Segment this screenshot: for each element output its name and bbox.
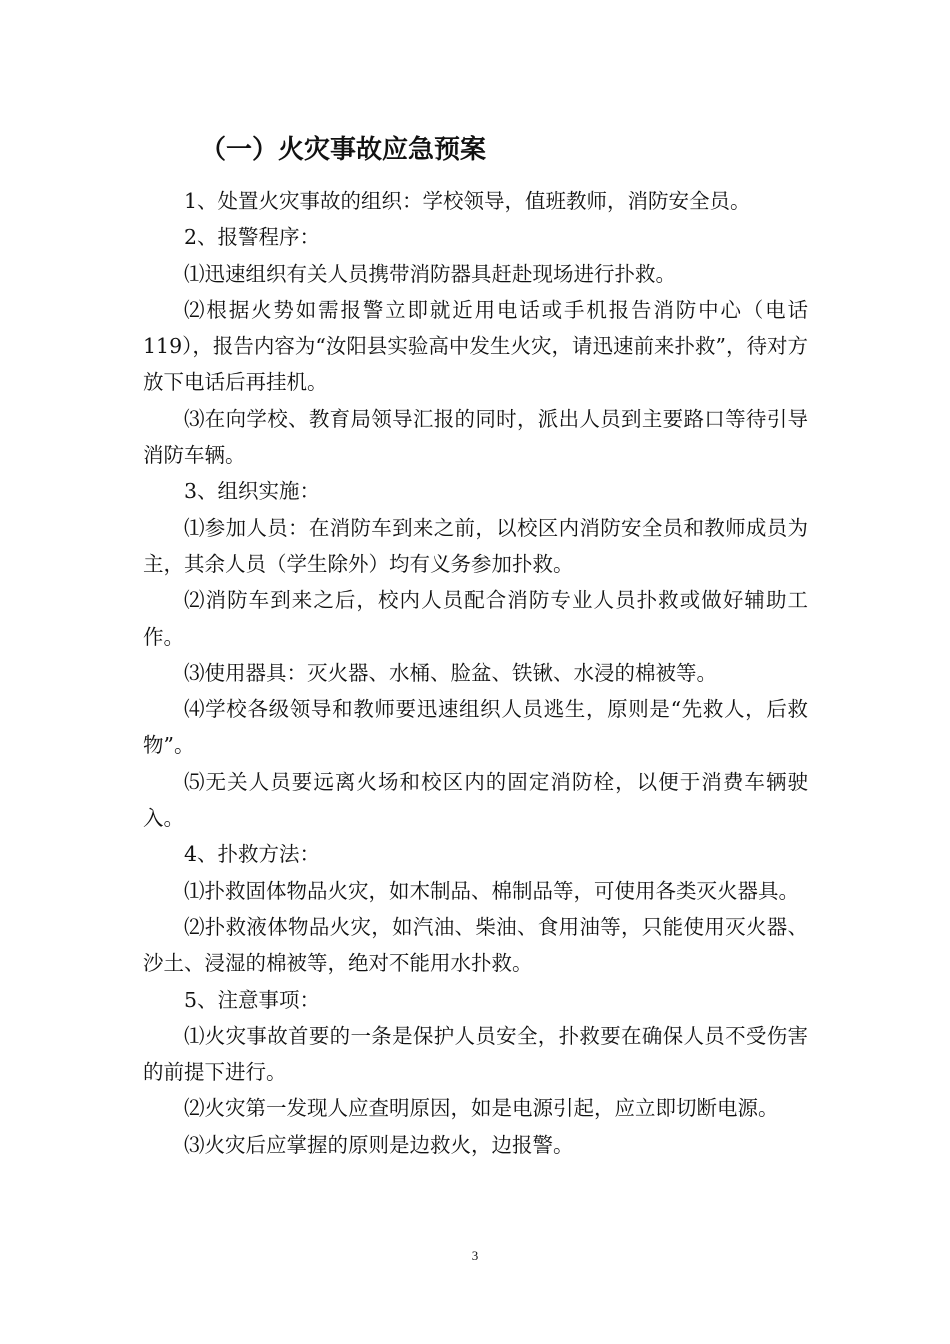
paragraph-notes-step-2: ⑵火灾第一发现人应查明原因，如是电源引起，应立即切断电源。: [184, 1096, 779, 1121]
section-title: （一）火灾事故应急预案: [200, 135, 487, 165]
page-number: 3: [471, 1248, 479, 1263]
paragraph-alarm-procedure-heading: 2、报警程序：: [184, 225, 321, 250]
paragraph-implementation-step-3: ⑶使用器具：灭火器、水桶、脸盆、铁锹、水浸的棉被等。: [184, 660, 717, 685]
paragraph-organization: 1、处置火灾事故的组织：学校领导，值班教师，消防安全员。: [184, 189, 751, 213]
paragraph-method-step-2: ⑵扑救液体物品火灾，如汽油、柴油、食用油等，只能使用灭火器、沙土、浸湿的棉被等，绝对不能用水扑救。: [143, 914, 808, 976]
paragraph-method-step-1: ⑴扑救固体物品火灾，如木制品、棉制品等，可使用各类灭火器具。: [184, 878, 799, 903]
paragraph-implementation-step-1: ⑴参加人员：在消防车到来之前，以校区内消防安全员和教师成员为主，其余人员（学生除外）均有义务参加扑救。: [143, 515, 808, 576]
paragraph-alarm-step-1: ⑴迅速组织有关人员携带消防器具赶赴现场进行扑救。: [184, 261, 676, 286]
paragraph-implementation-step-4: ⑷学校各级领导和教师要迅速组织人员逃生，原则是“先救人，后救物”。: [143, 697, 808, 758]
document-body: [143, 183, 808, 1163]
paragraph-implementation-heading: 3、组织实施：: [184, 479, 321, 504]
paragraph-implementation-step-5: ⑸无关人员要远离火场和校区内的固定消防栓，以便于消费车辆驶入。: [143, 769, 808, 831]
paragraph-notes-step-3: ⑶火灾后应掌握的原则是边救火，边报警。: [184, 1132, 574, 1157]
paragraph-implementation-step-2: ⑵消防车到来之后，校内人员配合消防专业人员扑救或做好辅助工作。: [143, 588, 808, 649]
paragraph-alarm-step-3: ⑶在向学校、教育局领导汇报的同时，派出人员到主要路口等待引导消防车辆。: [143, 406, 808, 468]
paragraph-method-heading: 4、扑救方法：: [184, 842, 321, 867]
paragraph-notes-heading: 5、注意事项：: [184, 987, 321, 1012]
paragraph-notes-step-1: ⑴火灾事故首要的一条是保护人员安全，扑救要在确保人员不受伤害的前提下进行。: [143, 1023, 808, 1085]
paragraph-alarm-step-2: ⑵根据火势如需报警立即就近用电话或手机报告消防中心（电话119），报告内容为“汝阳县实验高中发生火灾，请迅速前来扑救”，待对方放下电话后再挂机。: [143, 297, 808, 395]
